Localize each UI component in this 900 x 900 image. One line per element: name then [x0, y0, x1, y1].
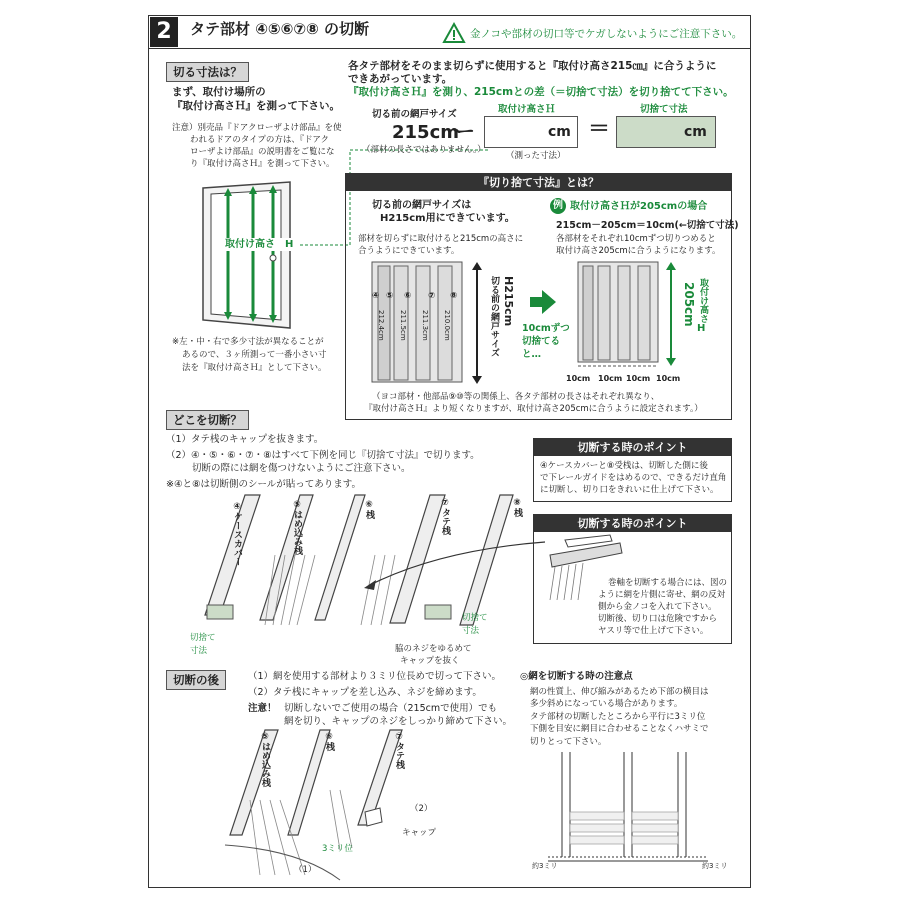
- cd-label-8: ⑧: [450, 291, 458, 301]
- right-arrow-icon: [530, 290, 556, 314]
- door-note-1: ※左・中・右で多少寸法が異なることが: [172, 337, 324, 347]
- label-cut: 切捨て寸法: [640, 104, 688, 115]
- after-fig-3mm: 3ミリ位: [322, 844, 353, 854]
- where-step3: ※④と⑧は切断側のシールが貼ってあります。: [166, 479, 362, 490]
- after-step1: （1）網を使用する部材より３ミリ位長めで切って下さい。: [248, 671, 502, 682]
- point1-text-3: に切断し、切り口をきれいに仕上げて下さい。: [540, 485, 719, 495]
- header-divider: [149, 48, 750, 49]
- door-note-2: あるので、３ヶ所測って一番小さい寸: [182, 350, 327, 360]
- warning-text: 金ノコや部材の切口等でケガしないようにご注意下さい。: [470, 28, 743, 40]
- net-left-mark: 約3ミリ: [532, 862, 558, 870]
- right-value: 205cm: [682, 282, 696, 327]
- after-fig-2: （2）: [410, 804, 433, 814]
- section-title: タテ部材 ④⑤⑥⑦⑧ の切断: [190, 20, 369, 38]
- point2-text-2: ように網を片側に寄せ、網の反対: [598, 590, 726, 600]
- cd-footer-1: （ヨコ部材・他部品⑨⑩等の関係上、各タテ部材の長さはそれぞれ異なり、: [372, 392, 660, 402]
- door-note-3: 法を『取付け高さＨ』として下さい。: [182, 363, 327, 373]
- after-part-5: ⑤はめ込み桟: [260, 732, 270, 787]
- measure-note-4: り『取付け高さＨ』を測って下さい。: [190, 159, 335, 169]
- example-text-2: 取付け高さ205cmに合うようになります。: [556, 246, 721, 256]
- after-cut-figure: [578, 262, 662, 370]
- measure-note-3: ローザよけ部品』の説明書をご覧にな: [190, 147, 335, 157]
- after-heading: 切断の後: [166, 670, 226, 690]
- net-text-1: 網の性質上、伸び縮みがあるため下部の横目は: [530, 687, 709, 697]
- after-step2: （2）タテ桟にキャップを差し込み、ネジを締めます。: [248, 687, 482, 698]
- intro-2: できあがっています。: [348, 73, 453, 85]
- after-caution-2: 網を切り、キャップのネジをしっかり締めて下さい。: [284, 716, 513, 727]
- screw-note-2: キャップを抜く: [400, 656, 460, 666]
- cd-footer-2: 『取付け高さＨ』より短くなりますが、取付け高さ205cmに合うように設定されます。）: [364, 404, 703, 414]
- net-text-2: 多少斜めになっている場合があります。: [530, 699, 683, 709]
- cd-left-title-1: 切る前の網戸サイズは: [372, 200, 472, 211]
- where-step1: （1）タテ桟のキャップを抜きます。: [166, 434, 324, 445]
- screw-note-1: 脇のネジをゆるめて: [395, 644, 472, 654]
- net-text-5: 切りとって下さい。: [530, 737, 607, 747]
- arrow-text-2: 切捨てる: [522, 336, 561, 347]
- net-heading: ◎網を切断する時の注意点: [520, 671, 633, 682]
- point2-text-5: ヤスリ等で仕上げて下さい。: [598, 626, 709, 636]
- net-right-mark: 約3ミリ: [702, 862, 728, 870]
- where-step2a: （2）④・⑤・⑥・⑦・⑧はすべて下例を同じ『切捨て寸法』で切ります。: [166, 450, 480, 461]
- after-part-7: ⑦タテ桟: [394, 732, 404, 769]
- note-length: （部材の長さではありません。）: [362, 145, 486, 155]
- cut-dimension-heading: 『切り捨て寸法』とは？: [346, 174, 731, 191]
- value-215: 215cm: [392, 122, 459, 143]
- arrow-text-1: 10cmずつ: [522, 323, 570, 334]
- part-8: ⑧桟: [512, 498, 522, 517]
- before-height-arrow: [470, 262, 484, 384]
- after-cut-illustration: [220, 730, 420, 880]
- after-fig-1: （1）: [294, 865, 317, 875]
- net-cut-figure: [548, 752, 708, 870]
- measure-heading: 切る寸法は？: [166, 62, 249, 82]
- point2-text-3: 側から金ノコを入れて下さい。: [598, 602, 717, 612]
- callout-arrow: [360, 540, 550, 590]
- cd-dim-2: 211.5cm: [399, 310, 407, 341]
- point2-text-1: 巻軸を切断する場合には、図の: [608, 578, 728, 588]
- note-measured: （測った寸法）: [506, 151, 566, 161]
- point1-heading: 切断する時のポイント: [534, 439, 731, 456]
- equals-sign: ＝: [588, 117, 611, 142]
- section-number: 2: [150, 17, 178, 47]
- part-5: ⑤はめ込み桟: [292, 500, 302, 555]
- cd-left-title-2: H215cm用にできています。: [380, 213, 515, 224]
- cd-label-5: ⑤: [386, 291, 394, 301]
- arrow-text-3: と…: [522, 349, 542, 360]
- example-title: 取付け高さＨが205cmの場合: [570, 201, 708, 212]
- net-text-3: タテ部材の切断したところから平行に3ミリ位: [530, 712, 706, 722]
- point1-text-2: で下レールガイドをはめるので、できるだけ直角: [540, 473, 727, 483]
- warning-icon: [443, 23, 465, 43]
- part-4: ④ケースカバー: [232, 502, 242, 566]
- cd-left-text-1: 部材を切らずに取付けると215cmの高さに: [358, 234, 524, 244]
- intro-3: 『取付け高さＨ』を測り、215cmとの差（＝切捨て寸法）を切り捨てて下さい。: [348, 86, 734, 98]
- cut-mark-4: 10cm: [656, 374, 681, 383]
- point2-heading: 切断する時のポイント: [534, 515, 731, 532]
- right-h: H: [697, 323, 706, 334]
- after-part-6: ⑥桟: [324, 732, 334, 751]
- cut-mark-3: 10cm: [626, 374, 651, 383]
- height-unit: cm: [548, 124, 571, 140]
- door-height-label: 取付け高さ H: [225, 239, 294, 250]
- example-text-1: 各部材をそれぞれ10cmずつ切りつめると: [556, 234, 716, 244]
- minus-sign: ー: [455, 119, 475, 143]
- cd-dim-4: 210.0cm: [443, 310, 451, 341]
- cd-dim-1: 212.4cm: [377, 310, 385, 341]
- cd-label-6: ⑥: [404, 291, 412, 301]
- label-before: 切る前の網戸サイズ: [372, 109, 457, 120]
- cd-label-4: ④: [372, 291, 380, 301]
- intro-1: 各タテ部材をそのまま切らずに使用すると『取付け高さ215㎝』に合うように: [348, 60, 717, 72]
- point2-text-4: 切断後、切り口は危険ですから: [598, 614, 718, 624]
- example-calc: 215cm－205cm＝10cm(←切捨て寸法): [556, 220, 739, 231]
- measure-step1b: 『取付け高さＨ』を測って下さい。: [172, 100, 340, 112]
- measure-note-2: われるドアのタイプの方は、『ドアク: [190, 135, 330, 145]
- cd-left-text-2: 合うようにできています。: [358, 246, 460, 256]
- label-height: 取付け高さＨ: [498, 104, 556, 115]
- part-7: ⑦タテ桟: [440, 498, 450, 535]
- after-caution-label: 注意！: [248, 703, 277, 714]
- after-fig-cap: キャップ: [402, 828, 437, 838]
- cut-mark-1: 10cm: [566, 374, 591, 383]
- after-height-arrow: [664, 262, 678, 366]
- measure-step1a: まず、取付け場所の: [172, 86, 266, 98]
- after-caution-1: 切断しないでご使用の場合（215cmで使用）でも: [284, 703, 498, 714]
- where-heading: どこを切断？: [166, 410, 249, 430]
- point1-text-1: ④ケースカバーと⑧受桟は、切断した側に後: [540, 461, 708, 471]
- cut-label-left: 切捨て寸法: [190, 633, 216, 656]
- cut-mark-2: 10cm: [598, 374, 623, 383]
- cd-vertical-label: 切る前の網戸サイズ: [489, 276, 499, 357]
- part-6: ⑥桟: [364, 500, 374, 519]
- cut-label-right: 切捨て寸法: [462, 613, 488, 636]
- cd-label-7: ⑦: [428, 291, 436, 301]
- measure-note-1: 注意）別売品『ドアクローザよけ部品』を使: [172, 123, 342, 133]
- door-illustration: [195, 180, 305, 330]
- cut-unit: cm: [684, 124, 707, 140]
- cd-dim-3: 211.3cm: [421, 310, 429, 341]
- right-vertical: 取付け高さ: [698, 278, 708, 323]
- example-badge: 例: [550, 198, 566, 214]
- net-text-4: 下側を目安に網目に合わせることなくハサミで: [530, 724, 709, 734]
- cd-vertical-value: H215cm: [502, 276, 515, 327]
- where-step2b: 切断の際には網を傷つけないようにご注意下さい。: [192, 463, 411, 474]
